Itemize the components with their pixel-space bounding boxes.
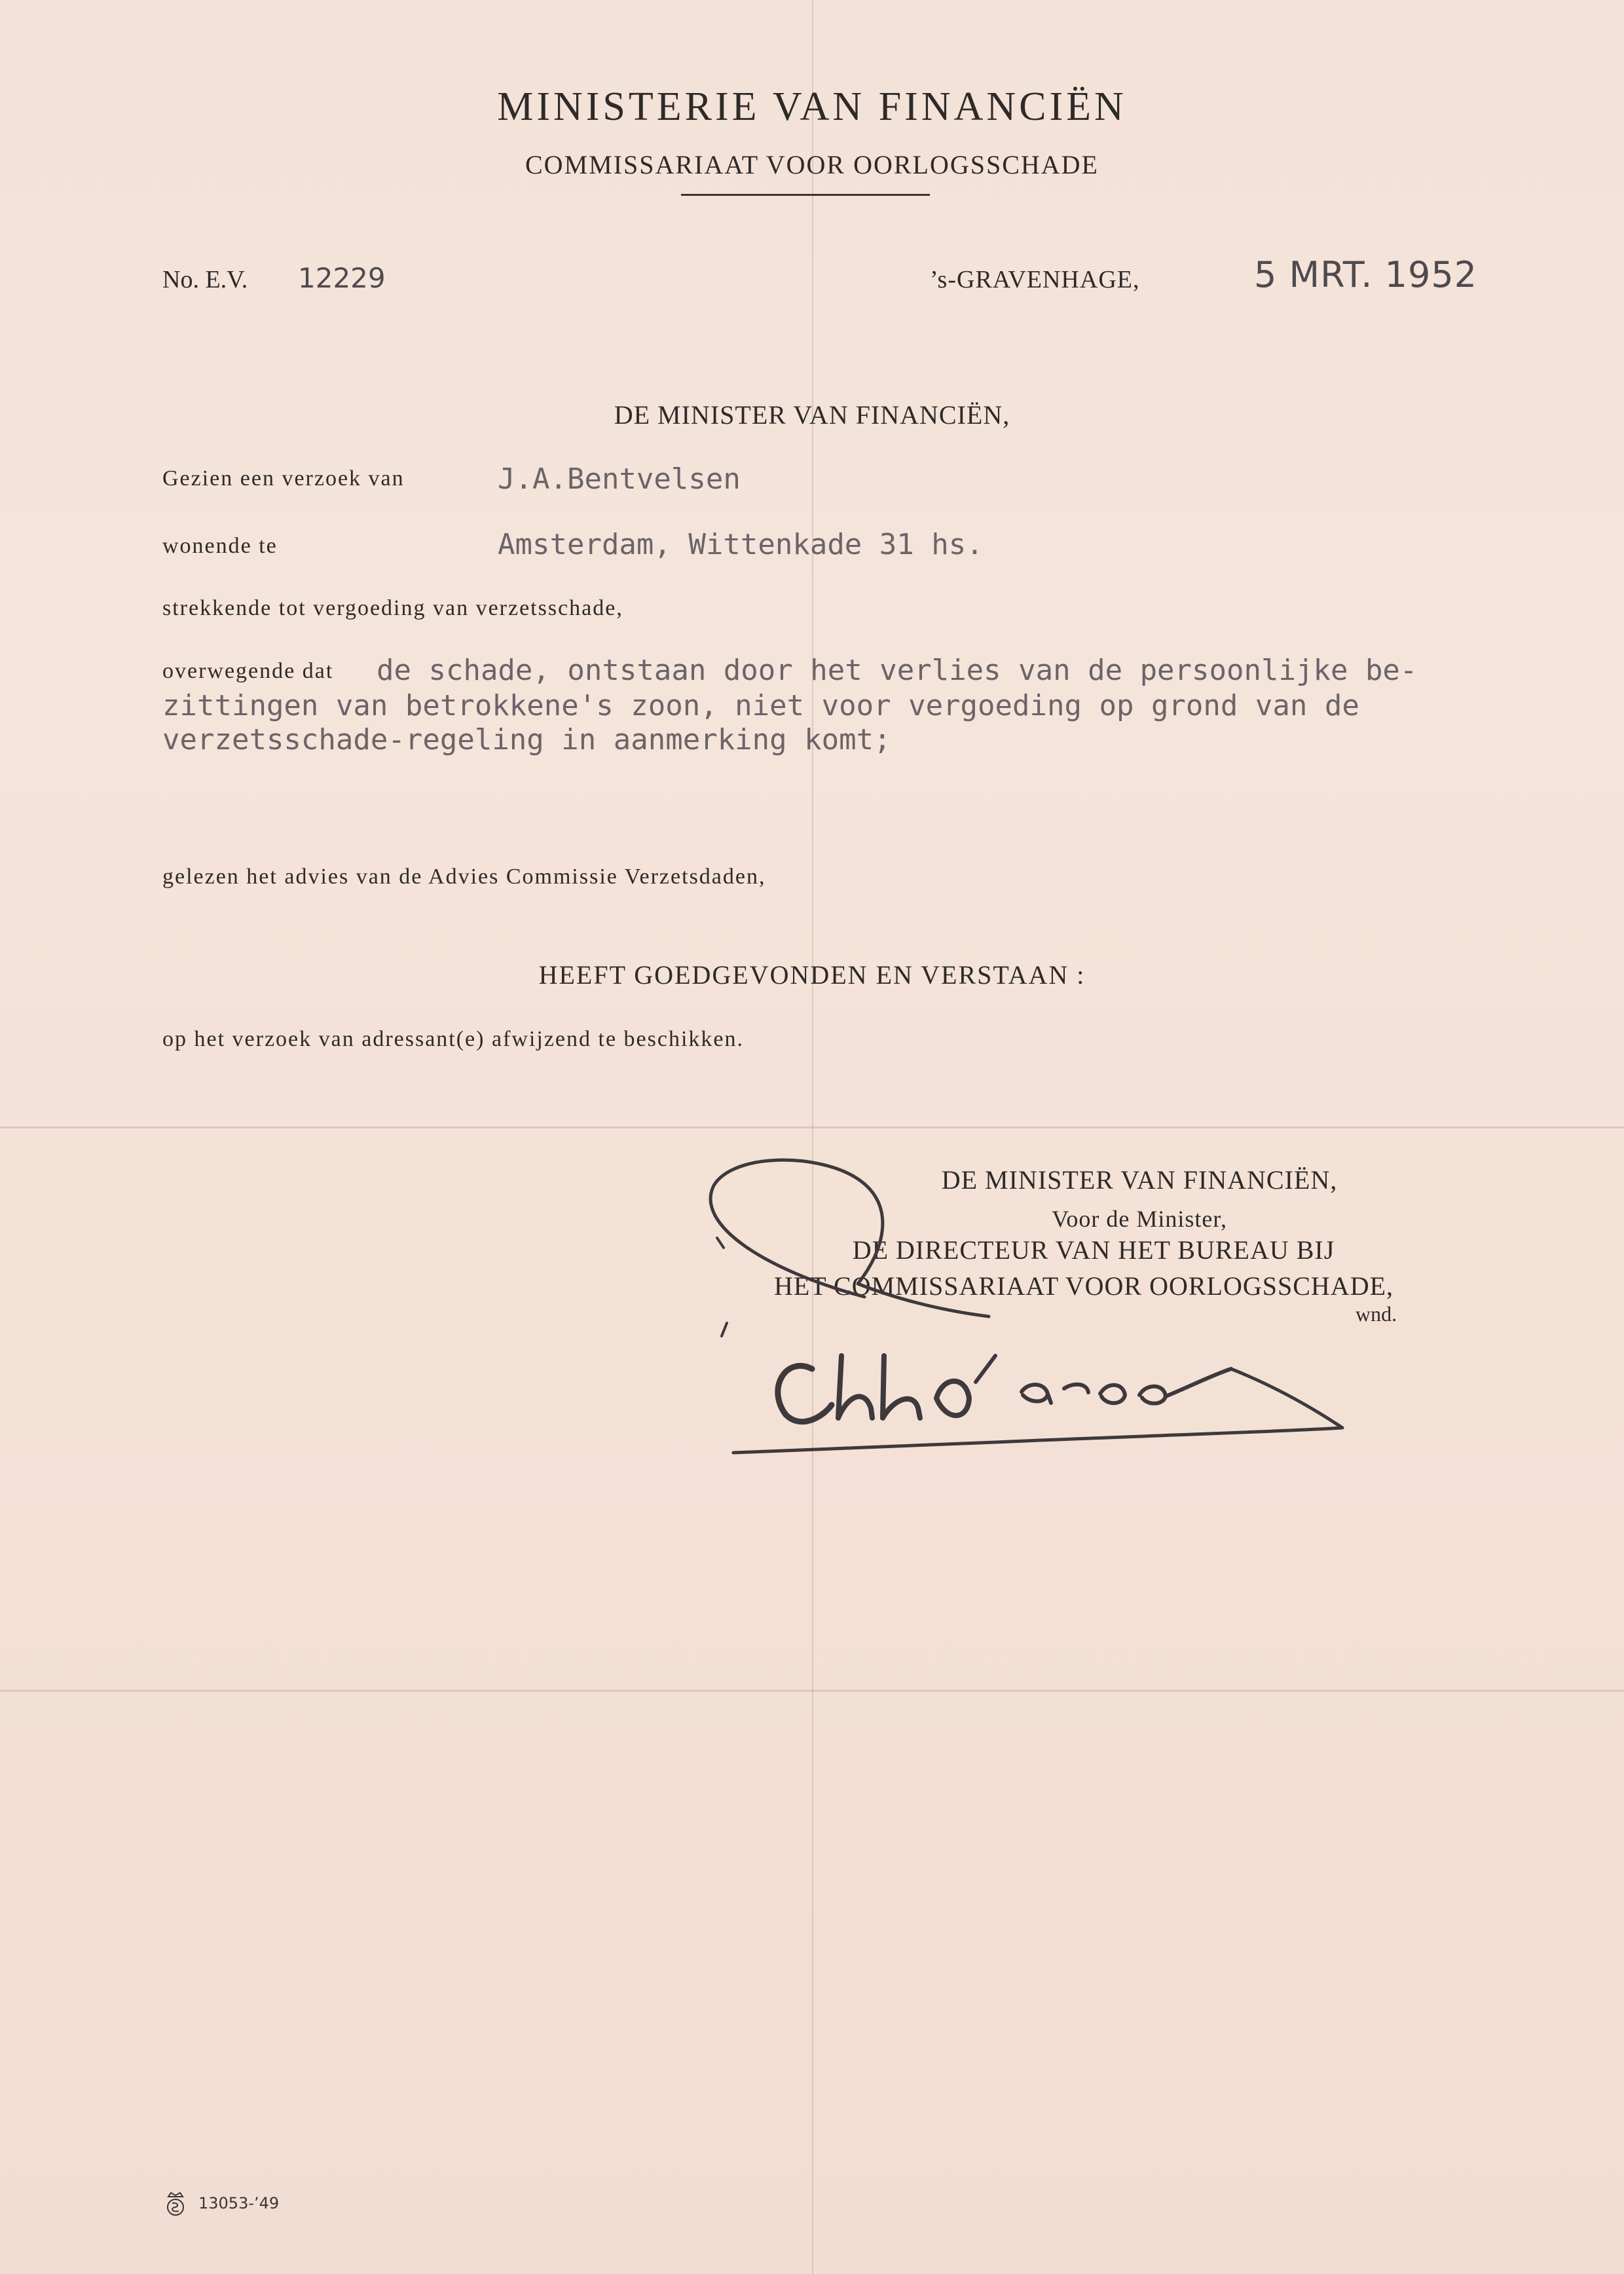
decision-text: op het verzoek van adressant(e) afwijzend te beschikken.	[162, 1027, 744, 1051]
wonende-label: wonende te	[162, 534, 278, 558]
reference-label: No. E.V.	[162, 266, 248, 293]
form-code: 13053-’49	[198, 2194, 280, 2212]
gelezen-clause: gelezen het advies van de Advies Commissie Verzetsdaden,	[162, 865, 766, 889]
ministry-title: MINISTERIE VAN FINANCIËN	[497, 84, 1127, 129]
overwegende-text-line: verzetsschade-regeling in aanmerking komt;	[162, 723, 891, 756]
city-label: ’s-GRAVENHAGE,	[930, 266, 1140, 293]
header-divider	[681, 194, 930, 196]
minister-heading: DE MINISTER VAN FINANCIËN,	[614, 400, 1010, 430]
signature-minister-line: DE MINISTER VAN FINANCIËN,	[941, 1165, 1338, 1195]
applicant-address: Amsterdam, Wittenkade 31 hs.	[498, 528, 984, 561]
overwegende-text-line: zittingen van betrokkene's zoon, niet voor vergoeding op grond van de	[162, 689, 1359, 722]
vertical-fold-line	[812, 0, 813, 2274]
signature-commissariaat-line: HET COMMISSARIAAT VOOR OORLOGSSCHADE,	[773, 1271, 1394, 1301]
overwegende-text-line: de schade, ontstaan door het verlies van de persoonlijke be-	[377, 654, 1418, 687]
decision-heading: HEEFT GOEDGEVONDEN EN VERSTAAN :	[538, 960, 1086, 990]
printer-mark-icon	[159, 2188, 192, 2220]
signature-voor-line: Voor de Minister,	[1052, 1206, 1227, 1232]
overwegende-label: overwegende dat	[162, 659, 334, 683]
date-stamp: 5 MRT. 1952	[1254, 254, 1478, 295]
gezien-label: Gezien een verzoek van	[162, 466, 405, 491]
signature-director-line: DE DIRECTEUR VAN HET BUREAU BIJ	[852, 1235, 1335, 1265]
strekkende-clause: strekkende tot vergoeding van verzetsschade,	[162, 596, 623, 620]
reference-number: 12229	[298, 262, 386, 294]
signature-wnd: wnd.	[1356, 1302, 1397, 1326]
applicant-name: J.A.Bentvelsen	[498, 462, 741, 496]
department-subtitle: COMMISSARIAAT VOOR OORLOGSSCHADE	[525, 150, 1099, 179]
handwritten-signature	[688, 1140, 1526, 1480]
